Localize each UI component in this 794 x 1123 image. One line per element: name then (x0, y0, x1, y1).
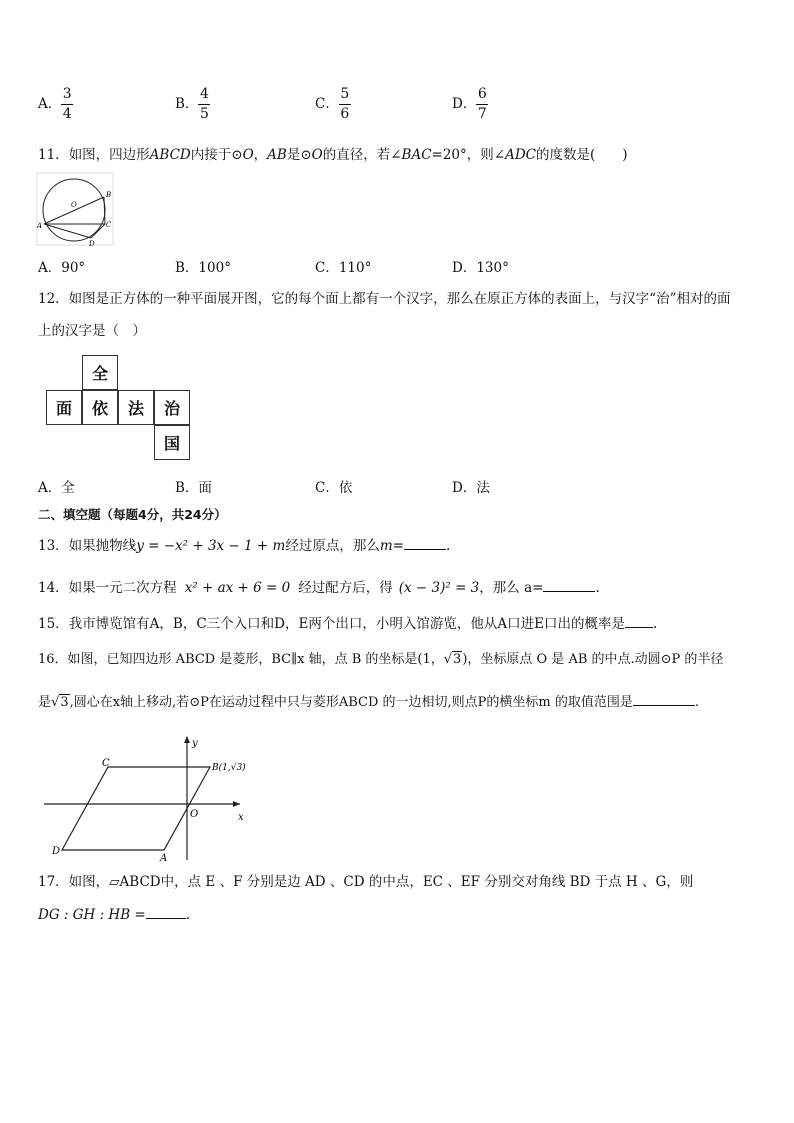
q14-equation: x² + ax + 6 = 0 (184, 580, 291, 596)
net-cell-zhi: 治 (154, 390, 190, 425)
q16-rhombus-figure (40, 734, 260, 864)
q10-option-c: C． $\frac{5}{6}$ (315, 86, 350, 122)
q11-option-d: D．130° (452, 260, 509, 276)
q12-option-d: D．法 (452, 480, 490, 496)
q16-label-x: x (238, 812, 244, 823)
q16-stem-line2: 是√3,圆心在x轴上移动,若⊙P在运动过程中只与菱形ABCD 的一边相切,则点P的横坐标m 的取值范围是 . (38, 691, 699, 713)
q11-label-d: D (89, 240, 95, 248)
q16-answer-blank (633, 691, 695, 706)
net-cell-guo: 国 (154, 425, 190, 460)
q16-label-b: B(1,√3) (212, 763, 246, 773)
q11-label-a: A (37, 222, 43, 230)
q10-option-a: A． $\frac{3}{4}$ (38, 86, 72, 122)
q12-stem-line1: 12．如图是正方体的一种平面展开图，它的每个面上都有一个汉字，那么在原正方体的表面上，与汉字“治”相对的面 (38, 291, 731, 307)
q14-stem: 14．如果一元二次方程 x² + ax + 6 = 0 经过配方后，得 (x − 3)² = 3，那么 a= . (38, 577, 600, 598)
q10-option-b: B． $\frac{4}{5}$ (175, 86, 209, 122)
net-cell-quan: 全 (82, 355, 118, 390)
q16-label-d: D (52, 846, 61, 857)
q16-label-c: C (102, 758, 110, 769)
net-cell-mian: 面 (46, 390, 82, 425)
q11-label-c: C (106, 221, 112, 229)
q14-equation-2: (x − 3)² = 3 (398, 580, 480, 596)
q13-answer-blank (404, 535, 446, 550)
q11-circle-figure (36, 172, 116, 248)
q11-label-o: O (71, 201, 77, 209)
q15-answer-blank (625, 613, 653, 628)
q14-answer-blank (543, 577, 595, 592)
q13-stem: 13．如果抛物线y = −x² + 3x − 1 + m经过原点，那么m= . (38, 535, 450, 556)
q11-label-b: B (106, 191, 112, 199)
q11-option-c: C．110° (315, 260, 372, 276)
q17-answer-blank (146, 904, 186, 919)
q16-label-y: y (192, 738, 198, 749)
q16-label-a: A (160, 853, 168, 864)
section-heading: 二、填空题（每题4分，共24分） (38, 507, 227, 522)
q16-rhombus (62, 767, 210, 850)
q17-stem-line1: 17．如图，▱ABCD中，点 E 、F 分别是边 AD 、CD 的中点，EC 、EF 分别交对角线 BD 于点 H 、G，则 (38, 874, 694, 890)
q11-stem: 11．如图，四边形ABCD内接于⊙O，AB是⊙O的直径，若∠BAC=20°，则∠ADC的度数是( ) (38, 147, 628, 163)
net-cell-yi: 依 (82, 390, 118, 425)
q17-stem-line2: DG : GH : HB = . (38, 904, 190, 925)
q16-label-o: O (190, 809, 199, 820)
q12-cube-net (46, 355, 198, 463)
q10-option-d: D． $\frac{6}{7}$ (452, 86, 487, 122)
net-cell-fa: 法 (118, 390, 154, 425)
q16-stem-line1: 16．如图，已知四边形 ABCD 是菱形，BC∥x 轴，点 B 的坐标是(1，√3)，坐标原点 O 是 AB 的中点.动圆⊙P 的半径 (38, 652, 724, 667)
q12-option-b: B．面 (175, 480, 212, 496)
q12-option-a: A．全 (38, 480, 75, 496)
q15-stem: 15．我市博览馆有A，B，C三个入口和D，E两个出口，小明入馆游览，他从A口进E口出的概率是 . (38, 613, 657, 634)
q11-option-a: A．90° (38, 260, 86, 276)
q11-option-b: B．100° (175, 260, 231, 276)
q12-option-c: C．依 (315, 480, 353, 496)
q13-equation: y = −x² + 3x − 1 + m (136, 538, 286, 554)
q12-stem-line2: 上的汉字是（ ） (38, 323, 146, 339)
